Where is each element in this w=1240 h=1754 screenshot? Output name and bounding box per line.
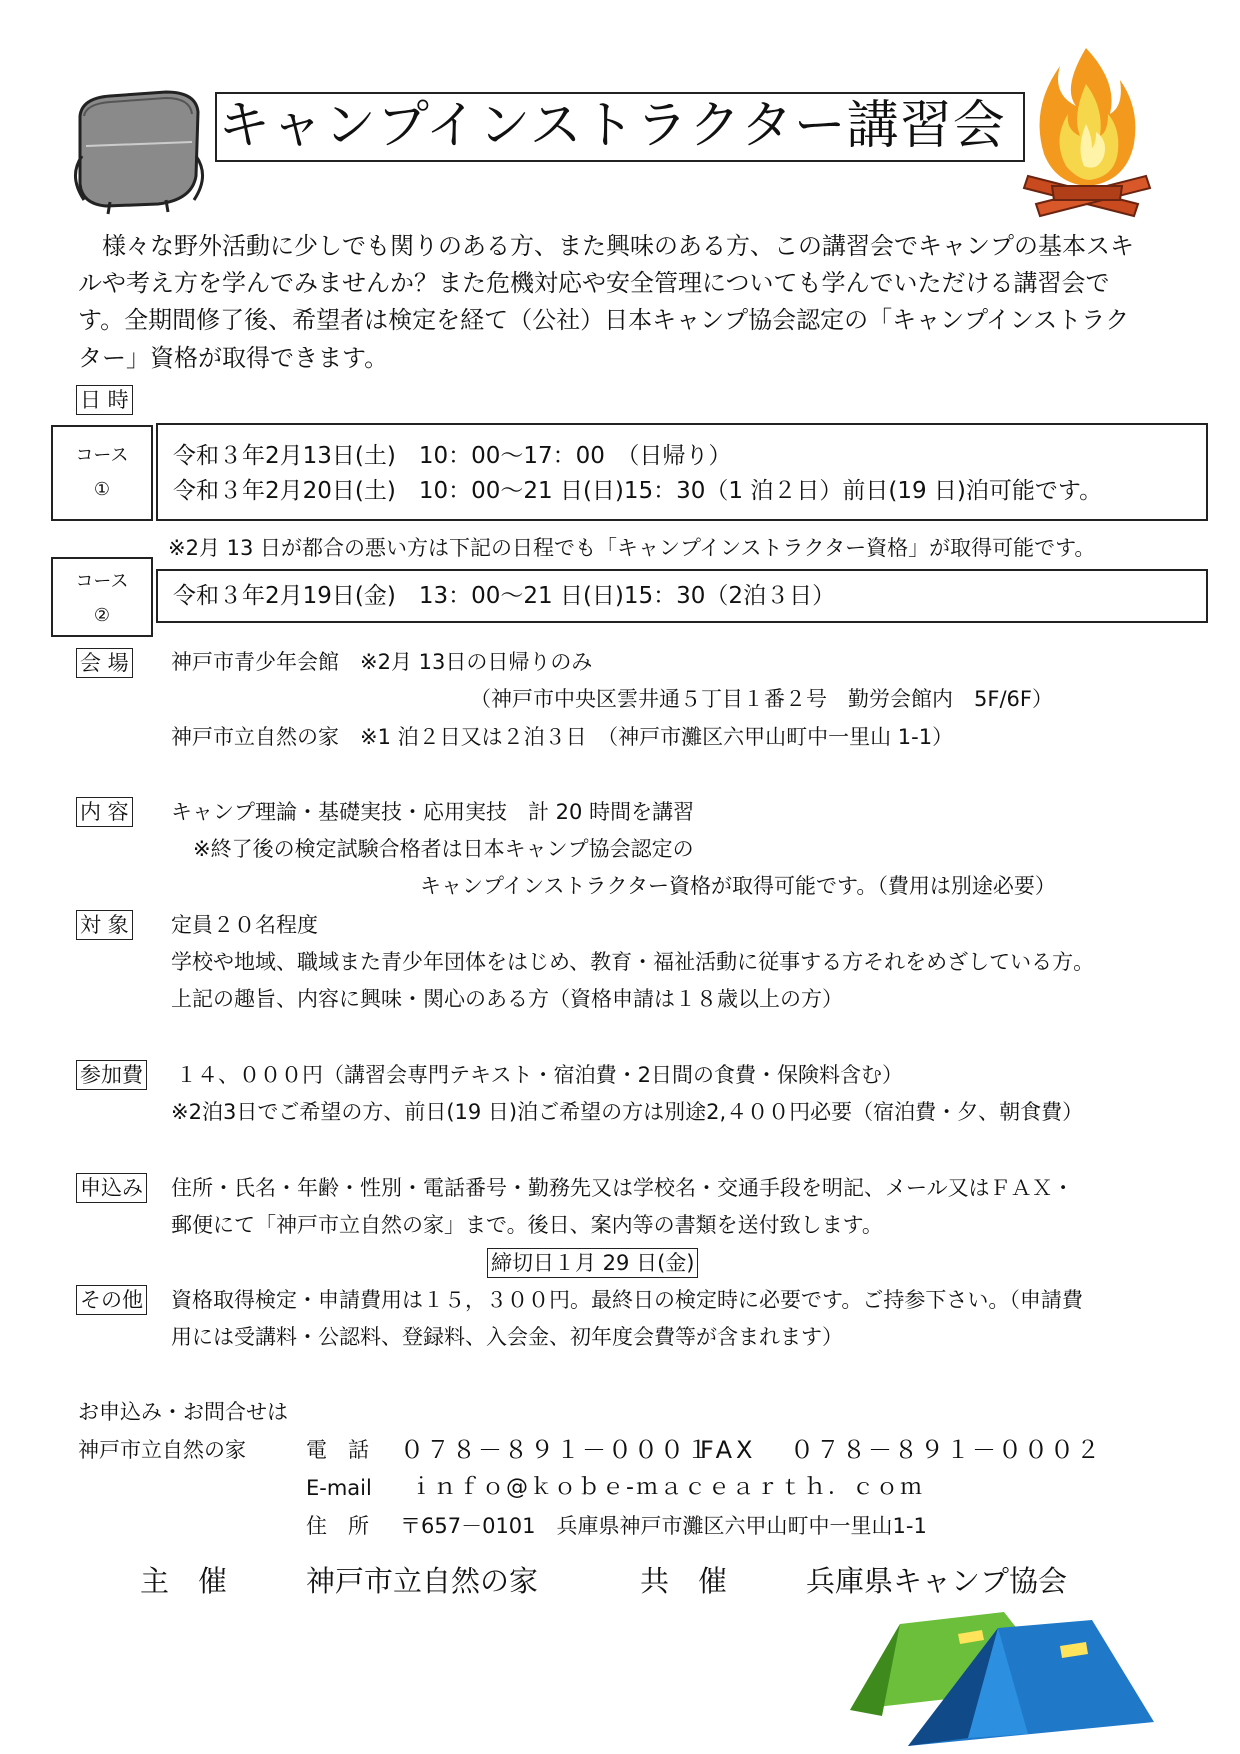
- schedule-note: ※2月 13 日が都合の悪い方は下記の日程でも「キャンプインストラクター資格」が取得可能です。: [168, 536, 1096, 560]
- cohost-label: 共 催: [640, 1564, 728, 1598]
- apply-label: 申込み: [76, 1173, 147, 1203]
- contact-org: 神戸市立自然の家: [78, 1438, 246, 1462]
- tent-icon: [848, 1606, 1158, 1746]
- intro-line-1: 様々な野外活動に少しでも関りのある方、また興味のある方、この講習会でキャンプの基本スキ: [78, 232, 1134, 260]
- course2-label-top: コース: [75, 571, 129, 592]
- fax-number: ０７８－８９１－０００２: [790, 1436, 1102, 1464]
- other-line-1: 資格取得検定・申請費用は１５，３００円。最終日の検定時に必要です。ご持参下さい。（申請費: [171, 1288, 1083, 1312]
- target-line-2: 学校や地域、職域また青少年団体をはじめ、教育・福祉活動に従事する方それをめざしている方。: [171, 950, 1095, 974]
- course1-label-top: コース: [75, 445, 129, 466]
- course1-label-bottom: ①: [93, 479, 111, 501]
- address-label: 住 所: [306, 1514, 369, 1538]
- venue-line-2: （神戸市中央区雲井通５丁目１番２号 勤労会館内 5F/6F）: [470, 687, 1053, 711]
- intro-line-2: ルや考え方を学んでみませんか？また危機対応や安全管理についても学んでいただける講習会で: [78, 269, 1110, 297]
- cohost-name: 兵庫県キャンプ協会: [806, 1564, 1068, 1598]
- target-line-1: 定員２０名程度: [171, 913, 318, 937]
- course1-line-2: 令和３年2月20日(土) 10：00～21 日(日)15：30（1 泊２日）前日(19 日)泊可能です。: [173, 478, 1103, 504]
- venue-line-3: 神戸市立自然の家 ※1 泊２日又は２泊３日 （神戸市灘区六甲山町中一里山 1-1）: [171, 725, 954, 749]
- other-label: その他: [76, 1285, 147, 1315]
- address-text: 〒657－0101 兵庫県神戸市灘区六甲山町中一里山1-1: [400, 1514, 927, 1538]
- course1-line-1: 令和３年2月13日(土) 10：00～17：00 （日帰り）: [173, 443, 732, 469]
- fee-label: 参加費: [76, 1060, 147, 1090]
- tel-number: ０７８－８９１－０００１: [400, 1436, 712, 1464]
- target-label: 対 象: [76, 910, 133, 940]
- course1-label-box: [51, 425, 153, 521]
- apply-line-1: 住所・氏名・年齢・性別・電話番号・勤務先又は学校名・交通手段を明記、メール又はＦＡＸ・: [171, 1176, 1074, 1200]
- page-title: キャンプインストラクター講習会: [218, 96, 1006, 156]
- cooking-pot-icon: [70, 76, 210, 216]
- venue-line-1: 神戸市青少年会館 ※2月 13日の日帰りのみ: [171, 650, 593, 674]
- content-label: 内 容: [76, 797, 133, 827]
- email-label: E-mail: [306, 1476, 372, 1500]
- fee-line-1: １４、０００円（講習会専門テキスト・宿泊費・2日間の食費・保険料含む）: [176, 1063, 903, 1087]
- venue-label: 会 場: [76, 648, 133, 678]
- host-label: 主 催: [140, 1564, 228, 1598]
- course2-label-box: [51, 557, 153, 637]
- schedule-label: 日 時: [76, 385, 133, 415]
- deadline-badge: 締切日１月 29 日(金): [487, 1248, 698, 1278]
- content-line-3: キャンプインストラクター資格が取得可能です。（費用は別途必要）: [420, 874, 1056, 898]
- content-line-2: ※終了後の検定試験合格者は日本キャンプ協会認定の: [193, 837, 694, 861]
- other-line-2: 用には受講料・公認料、登録料、入会金、初年度会費等が含まれます）: [171, 1325, 843, 1349]
- tel-label: 電 話: [306, 1438, 369, 1462]
- fee-line-2: ※2泊3日でご希望の方、前日(19 日)泊ご希望の方は別途2,４００円必要（宿泊費・夕、朝食費）: [171, 1100, 1084, 1124]
- target-line-3: 上記の趣旨、内容に興味・関心のある方（資格申請は１８歳以上の方）: [171, 987, 843, 1011]
- apply-line-2: 郵便にて「神戸市立自然の家」まで。後日、案内等の書類を送付致します。: [171, 1213, 883, 1237]
- contact-heading: お申込み・お問合せは: [78, 1400, 288, 1424]
- campfire-icon: [1022, 44, 1152, 219]
- intro-line-4: ター」資格が取得できます。: [78, 344, 389, 372]
- intro-line-3: す。全期間修了後、希望者は検定を経て（公社）日本キャンプ協会認定の「キャンプインストラク: [78, 306, 1130, 334]
- content-line-1: キャンプ理論・基礎実技・応用実技 計 20 時間を講習: [171, 800, 695, 824]
- course1-content-box: [156, 423, 1208, 521]
- fax-label: FAX: [700, 1436, 757, 1464]
- email-address[interactable]: ｉｎｆｏ@ｋｏｂｅ-ｍａｃｅａｒｔｈ．ｃｏｍ: [410, 1475, 924, 1500]
- host-name: 神戸市立自然の家: [306, 1564, 539, 1598]
- course2-line-1: 令和３年2月19日(金) 13：00～21 日(日)15：30（2泊３日）: [173, 583, 836, 609]
- course2-label-bottom: ②: [93, 605, 111, 627]
